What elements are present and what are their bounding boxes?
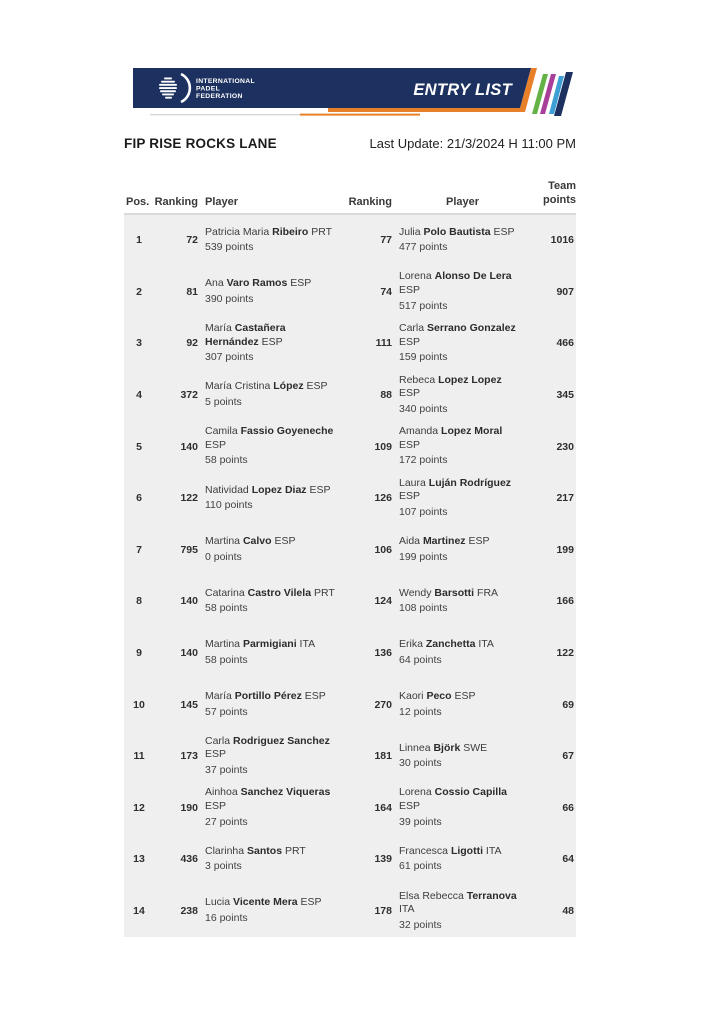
player-points: 30 points <box>399 757 442 770</box>
player-firstname: Martina <box>205 535 243 548</box>
player-nationality: PRT <box>282 844 306 857</box>
ranking-cell: 190 <box>180 801 198 814</box>
player-lastname: Martinez <box>422 535 466 548</box>
player-nationality: ESP <box>451 690 476 702</box>
player-firstname: Camila <box>205 425 241 438</box>
player-name <box>399 638 520 652</box>
ranking-cell: 164 <box>374 801 392 814</box>
table-row <box>124 576 576 628</box>
player-nationality: ITA <box>296 638 316 651</box>
player-cell <box>198 226 346 255</box>
player-lastname: Barsotti <box>434 586 475 599</box>
position-cell: 12 <box>133 801 145 814</box>
last-update-text: Last Update: 21/3/2024 H 11:00 PM <box>369 136 576 151</box>
ranking-cell: 145 <box>180 698 198 711</box>
team-points-cell: 907 <box>556 285 574 298</box>
position-cell: 11 <box>133 750 145 763</box>
player-lastname: Fassio Goyeneche <box>240 425 334 438</box>
player-cell <box>198 425 346 468</box>
player-firstname: Natividad <box>205 483 252 496</box>
player-firstname: Clarinha <box>205 844 248 857</box>
player-lastname: Vicente Mera <box>233 896 298 909</box>
player-lastname: Calvo <box>242 535 272 548</box>
entry-list-title: ENTRY LIST <box>413 81 512 99</box>
player-cell <box>198 322 346 365</box>
player-firstname: Julia <box>399 225 424 238</box>
position-cell: 3 <box>136 337 142 350</box>
player-firstname: María <box>205 322 235 335</box>
player-points: 0 points <box>205 550 242 563</box>
header-team-points: Team points <box>543 180 576 206</box>
player-lastname: Varo Ramos <box>226 277 288 290</box>
player-name <box>205 322 340 349</box>
player-cell <box>392 690 526 719</box>
player-name <box>399 845 520 859</box>
header-ranking-2: Ranking <box>348 195 392 208</box>
player-firstname: María <box>205 690 235 702</box>
player-cell <box>198 535 346 564</box>
header-pos: Pos. <box>126 195 150 208</box>
ranking-cell: 111 <box>375 337 392 350</box>
player-nationality: PRT <box>308 225 333 238</box>
player-lastname: Lopez Lopez <box>438 373 502 386</box>
player-nationality: ESP <box>306 483 331 496</box>
header-ranking-1: Ranking <box>154 195 198 208</box>
team-points-cell: 217 <box>556 492 574 505</box>
player-lastname: Lopez Moral <box>441 425 503 438</box>
ranking-cell: 92 <box>186 337 198 350</box>
player-firstname: Lorena <box>399 786 435 799</box>
team-points-cell: 48 <box>562 905 574 918</box>
player-firstname: Ainhoa <box>205 786 241 799</box>
player-nationality: ESP <box>399 284 421 297</box>
player-cell <box>198 380 346 409</box>
player-name <box>399 425 520 452</box>
team-points-cell: 122 <box>556 647 574 660</box>
player-firstname: Francesca <box>399 844 451 857</box>
ranking-cell: 74 <box>380 285 392 298</box>
player-lastname: Santos <box>247 844 283 857</box>
position-cell: 10 <box>133 698 145 711</box>
divider-gray-line <box>150 114 300 115</box>
player-name <box>399 226 520 240</box>
header-player-2: Player <box>445 195 480 208</box>
player-points: 61 points <box>399 860 442 873</box>
table-row <box>124 524 576 576</box>
position-cell: 14 <box>133 905 145 918</box>
player-points: 107 points <box>399 506 448 519</box>
ranking-cell: 238 <box>180 905 198 918</box>
table-row <box>124 472 576 524</box>
player-firstname: Linnea <box>399 741 434 754</box>
player-points: 12 points <box>399 705 442 718</box>
position-cell: 6 <box>136 492 142 505</box>
player-name <box>205 638 340 652</box>
player-points: 58 points <box>205 454 248 467</box>
table-header-row <box>124 180 576 215</box>
player-nationality: PRT <box>311 586 335 599</box>
player-nationality: ESP <box>205 800 227 812</box>
player-firstname: Erika <box>399 638 426 651</box>
player-lastname: Portillo Pérez <box>234 690 302 702</box>
player-lastname: López <box>273 380 304 393</box>
player-firstname: Laura <box>399 476 429 489</box>
player-points: 110 points <box>205 499 253 512</box>
player-name <box>205 380 340 394</box>
player-points: 32 points <box>399 918 442 931</box>
table-row <box>124 834 576 886</box>
player-points: 307 points <box>205 351 254 364</box>
player-nationality: SWE <box>460 741 488 754</box>
player-points: 3 points <box>205 860 242 873</box>
titlebar <box>124 136 576 151</box>
divider-orange-line <box>300 114 420 116</box>
player-name <box>205 735 340 762</box>
player-lastname: Lopez Diaz <box>251 483 307 496</box>
position-cell: 9 <box>136 647 142 660</box>
player-nationality: ESP <box>205 748 227 761</box>
player-points: 37 points <box>205 764 248 777</box>
player-cell <box>392 587 526 616</box>
team-points-cell: 64 <box>562 853 574 866</box>
ranking-cell: 139 <box>374 853 392 866</box>
player-cell <box>198 896 346 925</box>
player-points: 57 points <box>205 705 248 718</box>
player-lastname: Ligotti <box>450 844 484 857</box>
player-firstname: Lorena <box>399 270 435 283</box>
team-points-cell: 345 <box>556 389 574 402</box>
player-cell <box>392 425 526 468</box>
player-cell <box>392 742 526 771</box>
player-lastname: Parmigiani <box>242 638 297 651</box>
ranking-cell: 178 <box>374 905 392 918</box>
player-nationality: ESP <box>205 438 227 451</box>
player-nationality: ESP <box>399 800 421 812</box>
player-cell <box>392 786 526 829</box>
team-points-cell: 66 <box>562 801 574 814</box>
team-points-cell: 466 <box>556 337 574 350</box>
team-points-cell: 67 <box>562 750 574 763</box>
player-firstname: Aida <box>399 535 423 548</box>
ranking-cell: 109 <box>374 440 392 453</box>
player-points: 172 points <box>399 454 448 467</box>
ranking-cell: 795 <box>180 543 198 556</box>
ranking-cell: 124 <box>374 595 392 608</box>
player-name <box>399 374 520 401</box>
player-cell <box>392 535 526 564</box>
player-points: 16 points <box>205 912 248 925</box>
player-points: 159 points <box>399 351 448 364</box>
logo-line-1: INTERNATIONAL <box>196 78 255 85</box>
player-nationality: ESP <box>399 490 421 503</box>
ranking-cell: 126 <box>374 492 392 505</box>
player-nationality: ESP <box>303 380 328 393</box>
player-cell <box>392 638 526 667</box>
table-row <box>124 215 576 267</box>
ranking-cell: 106 <box>374 543 392 556</box>
player-firstname: Elsa Rebecca <box>399 889 467 902</box>
player-nationality: ESP <box>258 335 283 348</box>
position-cell: 4 <box>136 389 142 402</box>
table-row <box>124 885 576 937</box>
player-cell <box>392 374 526 417</box>
player-name <box>399 535 520 549</box>
player-name <box>205 277 340 291</box>
table-body <box>124 215 576 937</box>
player-nationality: ITA <box>399 903 415 916</box>
player-points: 108 points <box>399 602 448 615</box>
ranking-cell: 136 <box>374 647 392 660</box>
player-points: 477 points <box>399 241 448 254</box>
player-firstname: Lucia <box>205 896 234 909</box>
table-row <box>124 730 576 782</box>
header-player-1: Player <box>205 195 239 208</box>
table-row <box>124 679 576 731</box>
player-points: 58 points <box>205 654 248 667</box>
position-cell: 13 <box>133 853 145 866</box>
table-row <box>124 318 576 370</box>
ranking-cell: 181 <box>374 750 392 763</box>
player-name <box>205 896 340 910</box>
position-cell: 7 <box>136 543 142 556</box>
player-firstname: Catarina <box>205 586 248 599</box>
player-nationality: ESP <box>271 535 296 548</box>
table-row <box>124 421 576 473</box>
player-name <box>205 786 340 813</box>
player-name <box>205 690 340 704</box>
player-points: 58 points <box>205 602 248 615</box>
team-points-cell: 166 <box>556 595 574 608</box>
ranking-cell: 77 <box>380 234 392 247</box>
position-cell: 1 <box>136 234 142 247</box>
ranking-cell: 140 <box>180 595 198 608</box>
player-lastname: Castro Vilela <box>247 586 312 599</box>
ranking-cell: 140 <box>180 647 198 660</box>
ranking-cell: 122 <box>180 492 198 505</box>
player-cell <box>198 638 346 667</box>
player-nationality: ESP <box>287 277 312 290</box>
player-firstname: Amanda <box>399 425 442 438</box>
player-cell <box>392 226 526 255</box>
ranking-cell: 270 <box>374 698 392 711</box>
player-firstname: Martina <box>205 638 243 651</box>
player-lastname: Sanchez Viqueras <box>240 786 331 799</box>
ranking-cell: 140 <box>180 440 198 453</box>
position-cell: 5 <box>136 440 142 453</box>
player-nationality: ESP <box>301 690 326 702</box>
player-cell <box>392 270 526 313</box>
ranking-cell: 372 <box>180 389 198 402</box>
player-nationality: ESP <box>399 335 421 348</box>
player-points: 199 points <box>399 550 448 563</box>
player-firstname: Rebeca <box>399 373 439 386</box>
player-points: 39 points <box>399 815 442 828</box>
player-name <box>399 690 520 704</box>
ranking-cell: 173 <box>180 750 198 763</box>
player-nationality: ITA <box>475 638 494 651</box>
player-cell <box>392 890 526 933</box>
player-firstname: María Cristina <box>205 380 274 393</box>
ranking-cell: 436 <box>180 853 198 866</box>
player-cell <box>392 322 526 365</box>
player-name <box>399 270 520 297</box>
table-row <box>124 627 576 679</box>
player-nationality: ESP <box>490 225 515 238</box>
player-points: 5 points <box>205 396 242 409</box>
player-points: 517 points <box>399 299 448 312</box>
team-points-cell: 230 <box>556 440 574 453</box>
table-row <box>124 782 576 834</box>
entry-table <box>124 180 576 937</box>
banner-graphic <box>128 64 578 122</box>
player-nationality: ESP <box>465 535 490 548</box>
player-name <box>399 890 520 917</box>
player-name <box>399 587 520 601</box>
player-cell <box>198 735 346 778</box>
player-firstname: Carla <box>205 734 234 747</box>
team-points-cell: 199 <box>556 543 574 556</box>
player-lastname: Björk <box>433 741 461 754</box>
player-name <box>205 484 340 498</box>
player-lastname: Ribeiro <box>272 225 309 238</box>
table-row <box>124 266 576 318</box>
player-points: 390 points <box>205 292 254 305</box>
player-firstname: Wendy <box>399 586 435 599</box>
player-name <box>205 535 340 549</box>
player-lastname: Rodriguez Sanchez <box>233 734 330 747</box>
player-lastname: Alonso De Lera <box>434 270 512 283</box>
player-lastname: Cossio Capilla <box>434 786 507 799</box>
player-points: 340 points <box>399 402 448 415</box>
player-firstname: Kaori <box>399 690 427 702</box>
player-cell <box>198 277 346 306</box>
logo-line-2: PADEL <box>196 85 221 93</box>
player-points: 27 points <box>205 815 248 828</box>
player-cell <box>198 690 346 719</box>
ranking-cell: 88 <box>380 389 392 402</box>
player-lastname: Peco <box>426 690 452 702</box>
player-cell <box>198 786 346 829</box>
player-name <box>399 742 520 756</box>
logo-line-3: FEDERATION <box>196 93 243 100</box>
player-cell <box>198 587 346 616</box>
table-row <box>124 369 576 421</box>
player-lastname: Terranova <box>466 889 517 902</box>
player-name <box>205 587 340 601</box>
player-firstname: Carla <box>399 322 428 335</box>
ranking-cell: 72 <box>186 234 198 247</box>
player-points: 64 points <box>399 654 442 667</box>
player-name <box>205 845 340 859</box>
player-nationality: ESP <box>297 896 322 909</box>
player-lastname: Zanchetta <box>425 638 476 651</box>
tournament-title: FIP RISE ROCKS LANE <box>124 136 277 151</box>
player-firstname: Patricia Maria <box>205 225 273 238</box>
player-nationality: ITA <box>483 844 502 857</box>
player-name <box>399 786 520 813</box>
position-cell: 2 <box>136 285 142 298</box>
player-cell <box>392 845 526 874</box>
player-points: 539 points <box>205 241 254 254</box>
player-lastname: Luján Rodríguez <box>428 476 512 489</box>
player-lastname: Serrano Gonzalez <box>427 322 516 335</box>
player-nationality: FRA <box>474 586 499 599</box>
player-nationality: ESP <box>399 438 421 451</box>
ranking-cell: 81 <box>186 285 198 298</box>
player-name <box>399 477 520 504</box>
player-cell <box>392 477 526 520</box>
player-cell <box>198 484 346 513</box>
player-firstname: Ana <box>205 277 227 290</box>
team-points-cell: 69 <box>562 698 574 711</box>
header-banner <box>128 64 578 122</box>
player-name <box>399 322 520 349</box>
position-cell: 8 <box>136 595 142 608</box>
player-cell <box>198 845 346 874</box>
player-name <box>205 226 340 240</box>
player-lastname: Polo Bautista <box>423 225 491 238</box>
team-points-cell: 1016 <box>550 234 574 247</box>
player-lastname: Castañera Hernández <box>205 322 286 348</box>
player-name <box>205 425 340 452</box>
player-nationality: ESP <box>399 387 421 400</box>
